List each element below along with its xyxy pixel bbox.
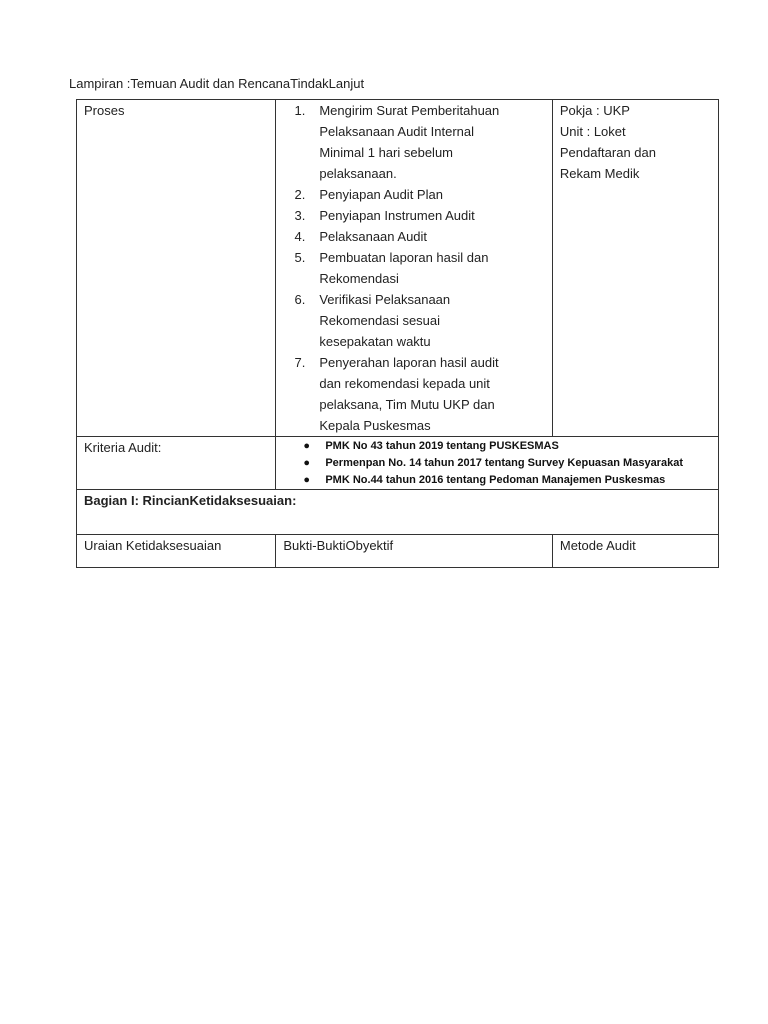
- proses-steps-list: [283, 100, 545, 436]
- proses-step-line: [283, 289, 545, 310]
- kriteria-list: [283, 438, 711, 489]
- column-header: Uraian Ketidaksesuaian: [77, 535, 276, 568]
- proses-step-line: [283, 310, 545, 331]
- proses-step-line: [283, 100, 545, 121]
- step-text: kesepakatan waktu: [319, 334, 431, 349]
- proses-steps-cell: [276, 100, 553, 437]
- step-text: Kepala Puskesmas: [319, 418, 431, 433]
- proses-step-line: [283, 394, 545, 415]
- step-number: 7.: [294, 355, 306, 370]
- audit-findings-table: [76, 99, 719, 568]
- kriteria-cell: [276, 437, 719, 490]
- step-number: [283, 394, 319, 415]
- proses-step-line: [283, 205, 545, 226]
- step-number: [283, 373, 319, 394]
- proses-step-line: [283, 352, 545, 373]
- proses-row: [77, 100, 719, 437]
- proses-step-line: [283, 121, 545, 142]
- unit-line: Unit : Loket: [559, 124, 626, 139]
- bullet-icon: ●: [303, 457, 310, 469]
- step-text: Pelaksanaan Audit: [319, 229, 428, 244]
- step-text: Penyiapan Instrumen Audit: [319, 208, 475, 223]
- column-header: Metode Audit: [552, 535, 718, 568]
- proses-step-line: [283, 415, 545, 436]
- kriteria-item: ● PMK No 43 tahun 2019 tentang PUSKESMAS: [283, 438, 711, 455]
- proses-step-line: [283, 163, 545, 184]
- proses-step-line: [283, 142, 545, 163]
- step-text: Pembuatan laporan hasil dan: [319, 250, 489, 265]
- proses-step-line: [283, 373, 545, 394]
- pokja-cell: [552, 100, 718, 437]
- step-text: Rekomendasi: [319, 271, 399, 286]
- pokja-line: Pokja : UKP: [559, 103, 630, 118]
- proses-step-line: [283, 226, 545, 247]
- proses-step-line: [283, 331, 545, 352]
- proses-step-line: [283, 247, 545, 268]
- unit-line-2: Pendaftaran dan: [559, 145, 656, 160]
- step-text: pelaksana, Tim Mutu UKP dan: [319, 397, 495, 412]
- kriteria-item: ● PMK No.44 tahun 2016 tentang Pedoman Manajemen Puskesmas: [283, 472, 711, 489]
- step-text: Mengirim Surat Pemberitahuan: [319, 103, 500, 118]
- step-number: 4.: [294, 229, 306, 244]
- column-header: Bukti-BuktiObyektif: [276, 535, 553, 568]
- step-text: Penyerahan laporan hasil audit: [319, 355, 499, 370]
- step-text: Verifikasi Pelaksanaan: [319, 292, 451, 307]
- bagian-title: Bagian I: RincianKetidaksesuaian:: [77, 490, 719, 535]
- step-text: Rekomendasi sesuai: [319, 313, 441, 328]
- step-text: Minimal 1 hari sebelum: [319, 145, 454, 160]
- proses-label: Proses: [77, 100, 276, 437]
- step-number: [283, 121, 319, 142]
- step-text: dan rekomendasi kepada unit: [319, 376, 490, 391]
- column-header-row: [77, 535, 719, 568]
- bagian-row: [77, 490, 719, 535]
- bullet-icon: ●: [303, 474, 310, 486]
- step-number: 6.: [294, 292, 306, 307]
- bullet-icon: ●: [303, 440, 310, 452]
- step-number: [283, 163, 319, 184]
- unit-line-3: Rekam Medik: [559, 166, 640, 181]
- kriteria-item: ● Permenpan No. 14 tahun 2017 tentang Survey Kepuasan Masyarakat: [283, 455, 711, 472]
- kriteria-label: Kriteria Audit:: [77, 437, 276, 490]
- step-number: [283, 415, 319, 436]
- step-text: Pelaksanaan Audit Internal: [319, 124, 475, 139]
- page-caption: Lampiran :Temuan Audit dan RencanaTindakLanjut: [69, 76, 365, 91]
- step-text: Penyiapan Audit Plan: [319, 187, 443, 202]
- proses-step-line: [283, 184, 545, 205]
- step-text: pelaksanaan.: [319, 166, 397, 181]
- step-number: [283, 142, 319, 163]
- step-number: 3.: [294, 208, 306, 223]
- kriteria-row: [77, 437, 719, 490]
- step-number: 2.: [294, 187, 306, 202]
- step-number: 1.: [294, 103, 306, 118]
- proses-step-line: [283, 268, 545, 289]
- step-number: [283, 268, 319, 289]
- step-number: [283, 331, 319, 352]
- step-number: [283, 310, 319, 331]
- step-number: 5.: [294, 250, 306, 265]
